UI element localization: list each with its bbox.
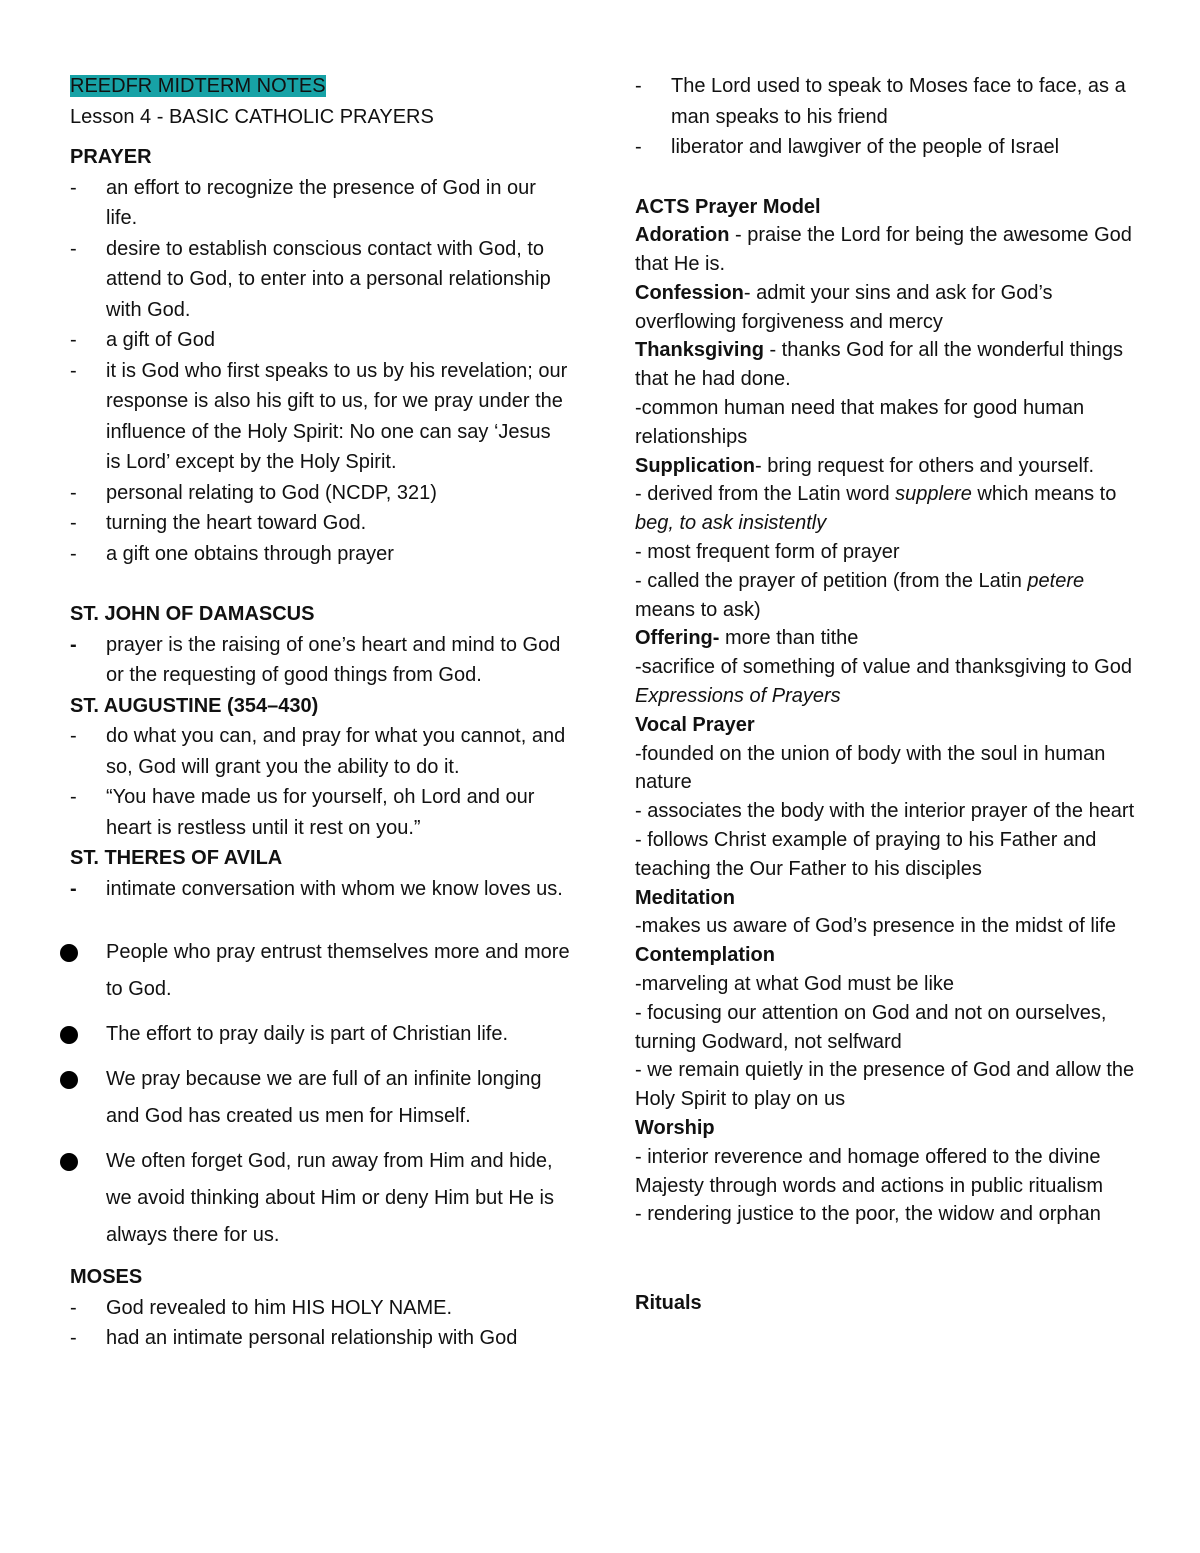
avila-heading: ST. THERES OF AVILA bbox=[70, 847, 283, 869]
bullet-item: We often forget God, run away from Him and hide, we avoid thinking about Him or deny Him but He is always there for us. bbox=[70, 1143, 570, 1254]
contemplation-item: - focusing our attention on God and not on ourselves, turning Godward, not selfward bbox=[635, 1001, 1107, 1053]
augustine-item: - “You have made us for yourself, oh Lord and our heart is restless until it rest on you.” bbox=[70, 782, 570, 843]
adoration-entry: Adoration - praise the Lord for being the awesome God that He is. bbox=[635, 224, 1132, 276]
contemplation-item: -marveling at what God must be like bbox=[635, 973, 955, 996]
bullet-dot-icon bbox=[60, 944, 78, 962]
moses-item: - God revealed to him HIS HOLY NAME. bbox=[70, 1293, 570, 1324]
prayer-item: - turning the heart toward God. bbox=[70, 508, 570, 539]
prayer-item: - desire to establish conscious contact with God, to attend to God, to enter into a personal relationship with God. bbox=[70, 234, 570, 326]
bullet-item: The effort to pray daily is part of Christian life. bbox=[70, 1016, 570, 1053]
supplication-note: - most frequent form of prayer bbox=[635, 541, 900, 564]
right-column bbox=[635, 71, 1135, 1318]
bullet-item: People who pray entrust themselves more and more to God. bbox=[70, 934, 570, 1008]
worship-item: - rendering justice to the poor, the widow and orphan bbox=[635, 1203, 1101, 1226]
prayer-item: - a gift one obtains through prayer bbox=[70, 539, 570, 570]
bullet-dot-icon bbox=[60, 1153, 78, 1171]
supplication-note: - called the prayer of petition (from the Latin petere means to ask) bbox=[635, 569, 1085, 621]
augustine-heading: ST. AUGUSTINE (354–430) bbox=[70, 694, 319, 717]
document-title: REEDFR MIDTERM NOTES bbox=[70, 75, 326, 97]
bullet-item: We pray because we are full of an infinite longing and God has created us men for Himself. bbox=[70, 1061, 570, 1135]
left-column bbox=[70, 71, 570, 1354]
moses-item: - liberator and lawgiver of the people of Israel bbox=[635, 132, 1135, 163]
vocal-item: -founded on the union of body with the soul in human nature bbox=[635, 742, 1106, 794]
meditation-heading: Meditation bbox=[635, 886, 735, 909]
moses-heading: MOSES bbox=[70, 1266, 143, 1288]
acts-heading: ACTS Prayer Model bbox=[635, 195, 821, 218]
prayer-item: - an effort to recognize the presence of God in our life. bbox=[70, 173, 570, 234]
thanksgiving-entry: Thanksgiving - thanks God for all the wonderful things that he had done. bbox=[635, 339, 1123, 391]
prayer-item: - it is God who first speaks to us by his revelation; our response is also his gift to us, for we pray under the influence of the Holy Spirit: No one can say ‘Jesus is Lord’ except by the Holy Spirit. bbox=[70, 356, 570, 478]
moses-item: - had an intimate personal relationship with God bbox=[70, 1323, 570, 1354]
prayer-heading: PRAYER bbox=[70, 146, 152, 168]
vocal-item: - follows Christ example of praying to his Father and teaching the Our Father to his disciples bbox=[635, 829, 1097, 880]
supplication-entry: Supplication- bring request for others and yourself. bbox=[635, 454, 1095, 477]
offering-note: -sacrifice of something of value and thanksgiving to God bbox=[635, 656, 1132, 679]
prayer-item: - personal relating to God (NCDP, 321) bbox=[70, 478, 570, 509]
bullet-dot-icon bbox=[60, 1071, 78, 1089]
vocal-heading: Vocal Prayer bbox=[635, 713, 755, 736]
avila-item: - intimate conversation with whom we know loves us. bbox=[70, 874, 570, 905]
contemplation-item: - we remain quietly in the presence of God and allow the Holy Spirit to play on us bbox=[635, 1059, 1135, 1111]
meditation-item: -makes us aware of God’s presence in the midst of life bbox=[635, 915, 1116, 938]
offering-entry: Offering- more than tithe bbox=[635, 627, 859, 650]
contemplation-heading: Contemplation bbox=[635, 944, 775, 967]
prayer-item: - a gift of God bbox=[70, 325, 570, 356]
lesson-title: Lesson 4 - BASIC CATHOLIC PRAYERS bbox=[70, 105, 434, 128]
damascus-item: - prayer is the raising of one’s heart and mind to God or the requesting of good things from God. bbox=[70, 630, 570, 691]
supplication-note: - derived from the Latin word supplere which means to beg, to ask insistently bbox=[635, 483, 1117, 535]
confession-entry: Confession- admit your sins and ask for God’s overflowing forgiveness and mercy bbox=[635, 281, 1053, 333]
thanksgiving-note: -common human need that makes for good human relationships bbox=[635, 397, 1085, 448]
augustine-item: - do what you can, and pray for what you cannot, and so, God will grant you the ability to do it. bbox=[70, 721, 570, 782]
worship-heading: Worship bbox=[635, 1117, 715, 1139]
damascus-heading: ST. JOHN OF DAMASCUS bbox=[70, 603, 315, 625]
rituals-heading: Rituals bbox=[635, 1292, 702, 1315]
moses-item: - The Lord used to speak to Moses face to face, as a man speaks to his friend bbox=[635, 71, 1135, 132]
vocal-item: - associates the body with the interior prayer of the heart bbox=[635, 800, 1135, 823]
expressions-heading: Expressions of Prayers bbox=[635, 685, 841, 708]
worship-item: - interior reverence and homage offered to the divine Majesty through words and actions in public ritualism bbox=[635, 1145, 1103, 1197]
bullet-dot-icon bbox=[60, 1026, 78, 1044]
